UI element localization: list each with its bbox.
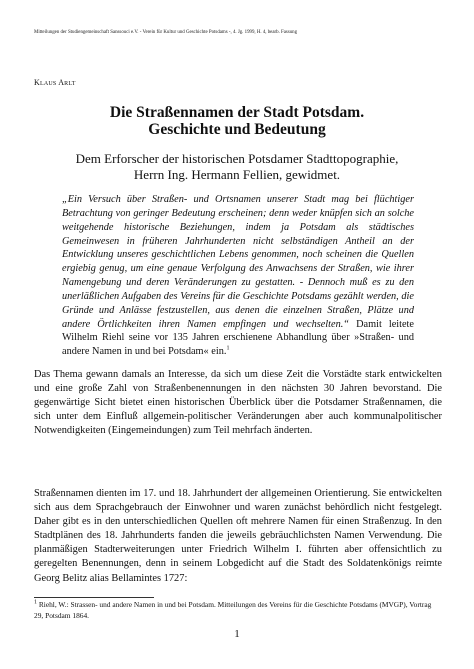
dedication-line-1: Dem Erforscher der historischen Potsdamer Stadttopographie,	[75, 151, 399, 166]
page-number: 1	[234, 628, 240, 640]
footnote-number: 1	[34, 599, 37, 606]
footnote-text: Riehl, W.: Strassen- und andere Namen in und bei Potsdam. Mitteilungen des Vereins für die Geschichte Potsdams (MVGP), Vortrag 29, Potsdam 1864.	[34, 600, 432, 620]
dedication-line-2: Herrn Ing. Hermann Fellien, gewidmet.	[133, 167, 341, 182]
journal-header: Mitteilungen der Studiengemeinschaft Sanssouci e.V. - Verein für Kultur und Geschichte Potsdams -, 4. Jg. 1999, H. 4, bearb. Fassung	[34, 30, 298, 35]
title-line-2: Geschichte und Bedeutung	[148, 121, 326, 138]
footnote	[34, 600, 442, 621]
quote-italic-text: „Ein Versuch über Straßen- und Ortsnamen unserer Stadt mag bei flüchtiger Betrachtung von geringer Bedeutung erscheinen; denn weder knüpfen sich an solche weitgehende historische Beziehungen, indem ja Potsdam als städtisches Gemeinwesen in früheren Jahrhunderten nicht selbständigen Antheil an der Entwicklung unseres geschichtlichen Lebens genommen, noch scheinen die Quellen ergiebig genug, um eine genaue Verfolgung des Anwachsens der Straßen, wie ihrer Namengebung und deren Veränderungen zu gestatten. - Dennoch muß es zu den unerläßlichen Aufgaben des Vereins für die Geschichte Potsdams gezählt werden, die Gründe und Anlässe festzustellen, aus denen die einzelnen Straßen, Plätze und andere Örtlichkeiten ihren Namen empfingen und wechselten.“	[62, 194, 414, 330]
paragraph-2: Straßennamen dienten im 17. und 18. Jahrhundert der allgemeinen Orientierung. Sie entwickelten sich aus dem Sprachgebrauch der Einwohner und waren zunächst behördlich nicht festgelegt. Daher gibt es in den unterschiedlichen Quellen oft mehrere Namen für einen Straßenzug. In den Stadtplänen des 18. Jahrhunderts fanden die jeweils gebräuchlichsten Namen Verwendung. Die planmäßigen Stadterweiterungen unter Friedrich Wilhelm I. führten aber offensichtlich zu geregelten Benennungen, denn in seinem Lobgedicht auf die Stadt des Soldatenkönigs reimte Georg Belitz alias Bellamintes 1727:	[34, 488, 442, 584]
quote-attribution-text: Damit leitete Wilhelm Riehl seine vor 135 Jahren erschienene Abhandlung über »Straßen- und andere Namen in und bei Potsdam« ein.	[62, 318, 414, 358]
opening-quote	[62, 193, 414, 359]
footnote-reference[interactable]: 1	[226, 345, 230, 352]
title-line-1: Die Straßennamen der Stadt Potsdam.	[109, 104, 365, 121]
footnote-divider	[34, 597, 154, 598]
author-name: Klaus Arlt	[34, 78, 76, 87]
paragraph-1: Das Thema gewann damals an Interesse, da sich um diese Zeit die Vorstädte stark entwickelten und eine große Zahl von Straßenbenennungen in den nächsten 30 Jahren bevorstand. Die gegenwärtige Sicht bietet einen historischen Überblick über die Potsdamer Straßennamen, die sich unter dem Einfluß allgemein-politischer Veränderungen aber auch kommunalpolitischer Notwendigkeiten (Eingemeindungen) zum Teil mehrfach änderten.	[34, 369, 442, 437]
